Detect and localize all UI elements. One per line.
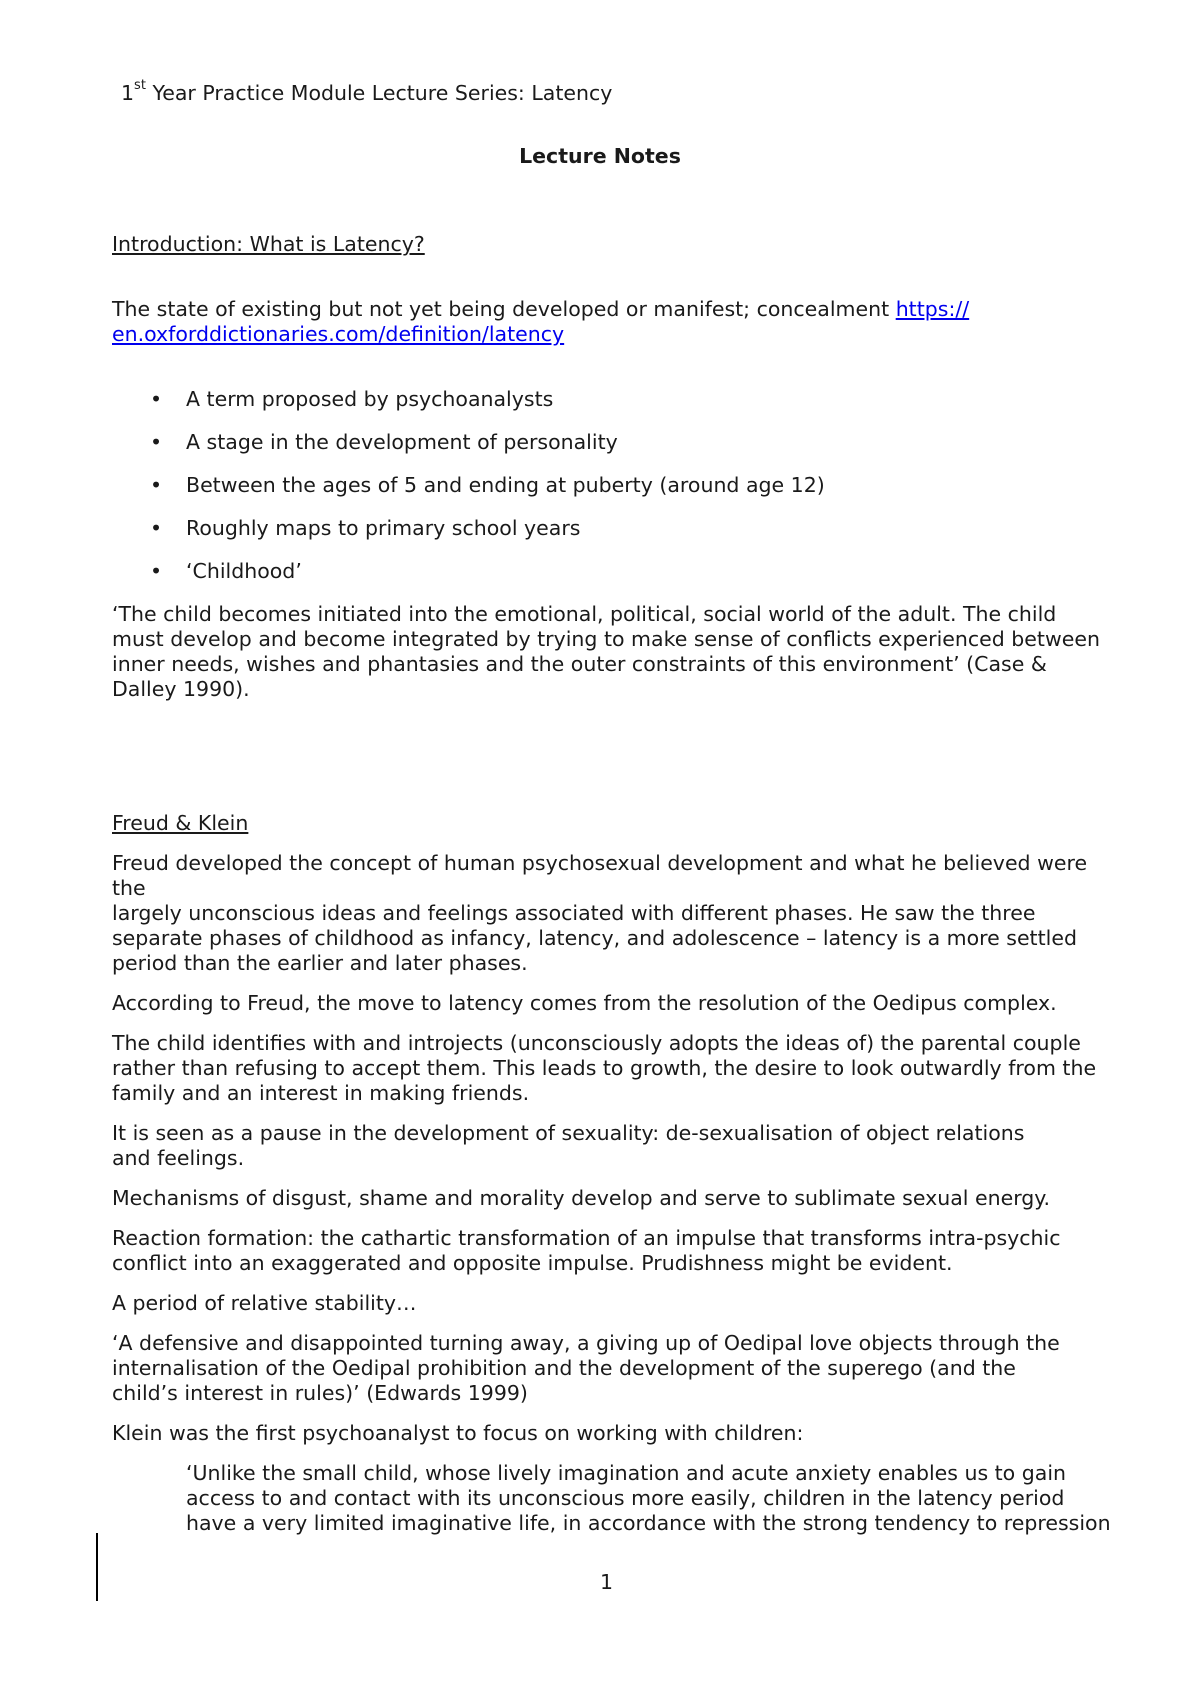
section-heading-freud-klein: Freud & Klein xyxy=(112,811,249,835)
bullet-glyph: • xyxy=(150,430,163,454)
list-item-text: Roughly maps to primary school years xyxy=(186,516,581,540)
list-item xyxy=(112,430,1112,455)
paragraph-introjects xyxy=(112,1031,1112,1106)
quote-line: ‘A defensive and disappointed turning away, a giving up of Oedipal love objects through the xyxy=(112,1331,1060,1355)
quote-line: must develop and become integrated by trying to make sense of conflicts experienced between xyxy=(112,627,1100,651)
definition-text: The state of existing but not yet being developed or manifest; concealment xyxy=(112,297,896,321)
paragraph-line: conflict into an exaggerated and opposite impulse. Prudishness might be evident. xyxy=(112,1251,953,1275)
paragraph-line: A period of relative stability… xyxy=(112,1291,417,1315)
document-body xyxy=(112,232,1112,1536)
paragraph-pause xyxy=(112,1121,1112,1171)
paragraph-stability xyxy=(112,1291,1112,1316)
paragraph-line: Mechanisms of disgust, shame and morality develop and serve to sublimate sexual energy. xyxy=(112,1186,1051,1210)
bullet-glyph: • xyxy=(150,559,163,583)
klein-block-quote xyxy=(112,1461,1112,1536)
header-text: Year Practice Module Lecture Series: Latency xyxy=(145,80,613,105)
paragraph-line: It is seen as a pause in the development of sexuality: de-sexualisation of object relations xyxy=(112,1121,1025,1145)
definition-link-part-2[interactable]: en.oxforddictionaries.com/definition/latency xyxy=(112,322,565,346)
list-item xyxy=(112,473,1112,498)
paragraph-line: largely unconscious ideas and feelings associated with different phases. He saw the three xyxy=(112,901,1036,925)
running-header xyxy=(121,76,612,106)
paragraph-klein xyxy=(112,1421,1112,1446)
list-item-text: Between the ages of 5 and ending at puberty (around age 12) xyxy=(186,473,825,497)
quote-line: have a very limited imaginative life, in accordance with the strong tendency to repression xyxy=(186,1511,1111,1535)
paragraph-line: Klein was the first psychoanalyst to focus on working with children: xyxy=(112,1421,804,1445)
section-heading-introduction: Introduction: What is Latency? xyxy=(112,232,425,256)
paragraph-line: family and an interest in making friends. xyxy=(112,1081,530,1105)
list-item xyxy=(112,516,1112,541)
paragraph-line: period than the earlier and later phases. xyxy=(112,951,528,975)
quote-line: child’s interest in rules)’ (Edwards 1999) xyxy=(112,1381,528,1405)
quote-line: internalisation of the Oedipal prohibition and the development of the superego (and the xyxy=(112,1356,1016,1380)
paragraph-line: The child identifies with and introjects (unconsciously adopts the ideas of) the parental couple xyxy=(112,1031,1081,1055)
quote-line: ‘Unlike the small child, whose lively imagination and acute anxiety enables us to gain xyxy=(186,1461,1067,1485)
paragraph-mechanisms xyxy=(112,1186,1112,1211)
page-number: 1 xyxy=(599,1570,614,1594)
paragraph-line: and feelings. xyxy=(112,1146,245,1170)
paragraph-freud-development xyxy=(112,851,1112,976)
quote-line: inner needs, wishes and phantasies and the outer constraints of this environment’ (Case & xyxy=(112,652,1047,676)
edwards-quote xyxy=(112,1331,1112,1406)
list-item-text: A term proposed by psychoanalysts xyxy=(186,387,554,411)
case-dalley-quote xyxy=(112,602,1112,702)
paragraph-oedipus xyxy=(112,991,1112,1016)
definition-link-part-1[interactable]: https:// xyxy=(895,297,970,321)
paragraph-line: Freud developed the concept of human psychosexual development and what he believed were the xyxy=(112,851,1088,900)
bullet-glyph: • xyxy=(150,473,163,497)
page-title: Lecture Notes xyxy=(519,144,681,168)
bullet-glyph: • xyxy=(150,387,163,411)
paragraph-line: separate phases of childhood as infancy, latency, and adolescence – latency is a more settled xyxy=(112,926,1077,950)
list-item xyxy=(112,387,1112,412)
paragraph-line: Reaction formation: the cathartic transformation of an impulse that transforms intra-psychic xyxy=(112,1226,1061,1250)
header-superscript: st xyxy=(134,78,146,93)
latency-bullet-list xyxy=(112,387,1112,584)
definition-paragraph xyxy=(112,297,1112,347)
quote-line: Dalley 1990). xyxy=(112,677,250,701)
list-item xyxy=(112,559,1112,584)
quote-line: ‘The child becomes initiated into the emotional, political, social world of the adult. The child xyxy=(112,602,1057,626)
list-item-text: ‘Childhood’ xyxy=(186,559,302,583)
quote-line: access to and contact with its unconscious more easily, children in the latency period xyxy=(186,1486,1065,1510)
bullet-glyph: • xyxy=(150,516,163,540)
list-item-text: A stage in the development of personality xyxy=(186,430,618,454)
paragraph-line: According to Freud, the move to latency comes from the resolution of the Oedipus complex. xyxy=(112,991,1057,1015)
paragraph-reaction-formation xyxy=(112,1226,1112,1276)
paragraph-line: rather than refusing to accept them. This leads to growth, the desire to look outwardly from the xyxy=(112,1056,1097,1080)
header-number: 1 xyxy=(121,80,135,105)
